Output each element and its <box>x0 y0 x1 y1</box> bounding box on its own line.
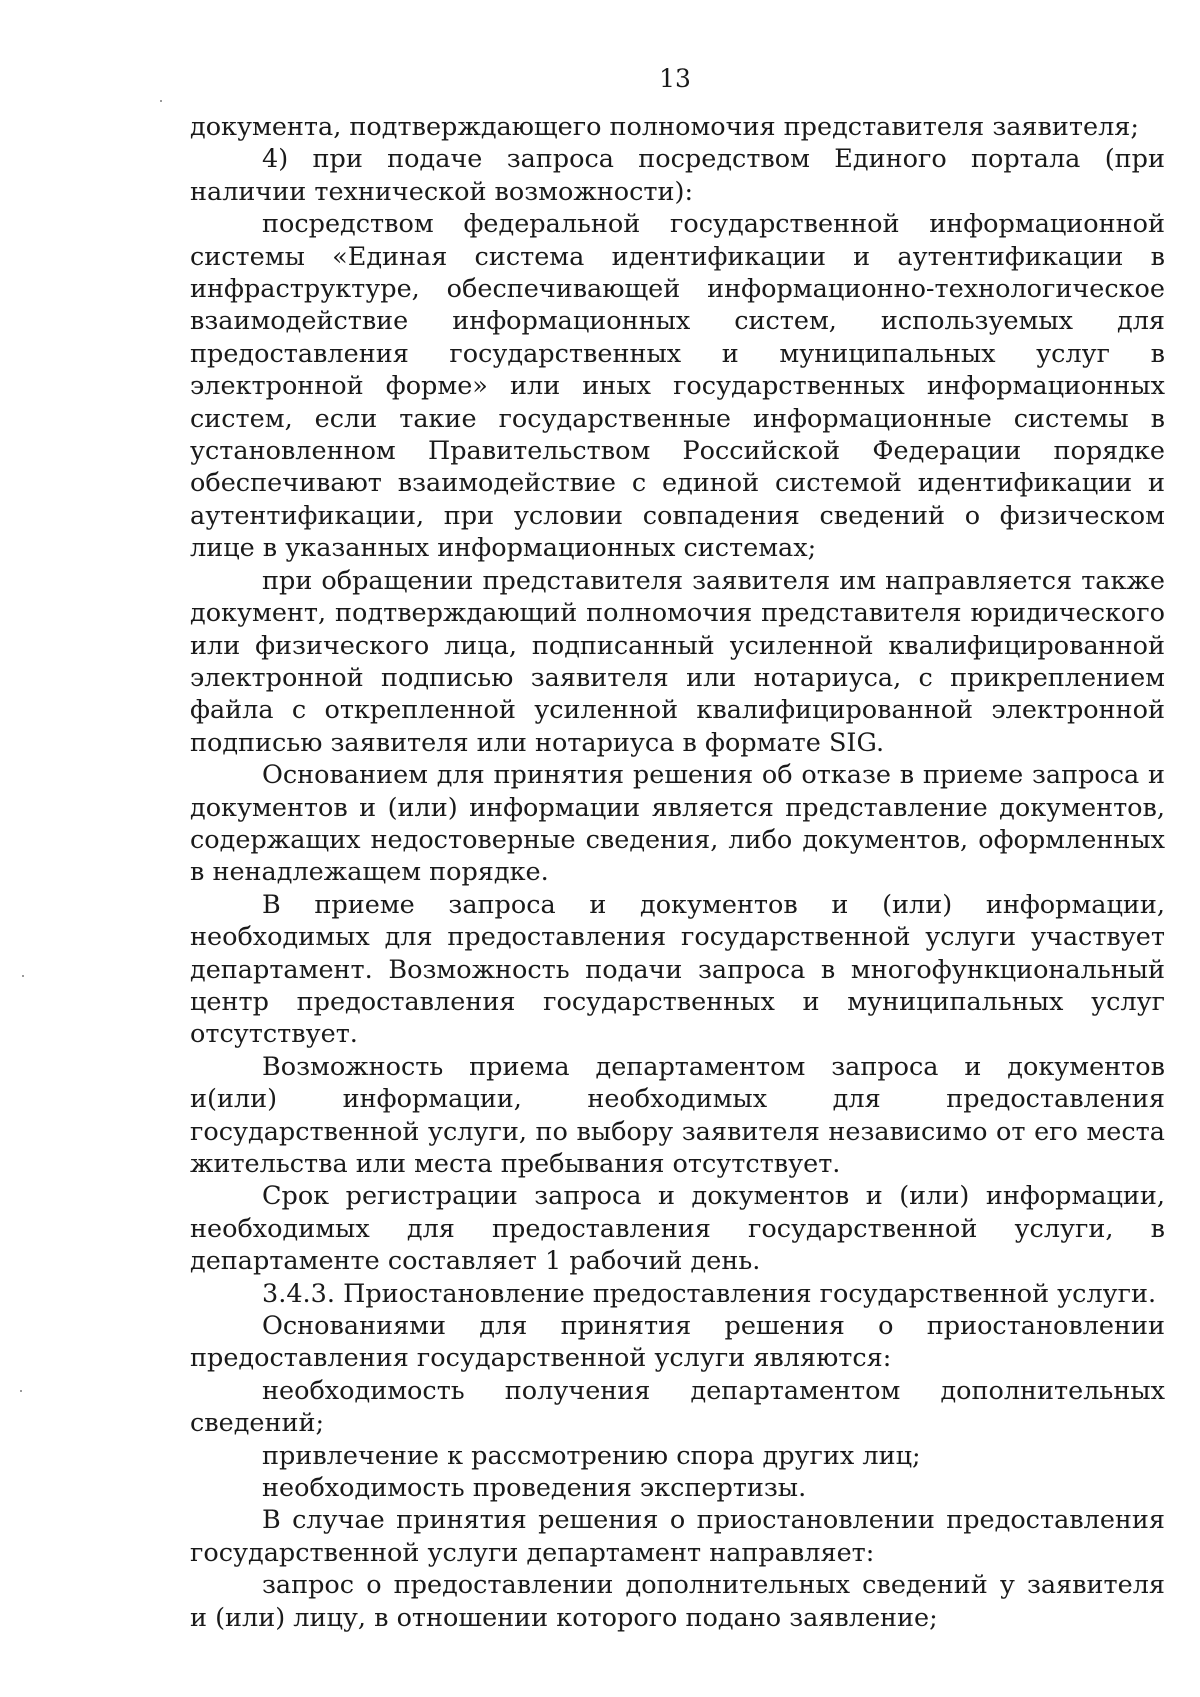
scan-speck <box>160 100 162 102</box>
scan-speck <box>22 975 24 977</box>
paragraph: В случае принятия решения о приостановлении предоставления государственной услуги департамент направляет: <box>190 1505 1165 1568</box>
page-number: 13 <box>659 64 691 93</box>
paragraph: документа, подтверждающего полномочия представителя заявителя; <box>190 112 1139 142</box>
list-item: необходимость проведения экспертизы. <box>262 1473 807 1504</box>
list-item: привлечение к рассмотрению спора других лиц; <box>262 1440 921 1471</box>
paragraph: Основаниями для принятия решения о приостановлении предоставления государственной услуги являются: <box>190 1311 1165 1374</box>
paragraph: В приеме запроса и документов и (или) информации, необходимых для предоставления государственной услуги участвует департамент. Возможность подачи запроса в многофункциональный центр предоставления государственных и муниципальных услуг отсутствует. <box>190 889 1165 1050</box>
paragraph: Основанием для принятия решения об отказе в приеме запроса и документов и (или) информации является представление документов, содержащих недостоверные сведения, либо документов, оформленных в ненадлежащем порядке. <box>190 760 1165 888</box>
paragraph: Возможность приема департаментом запроса и документов и(или) информации, необходимых для предоставления государственной услуги, по выбору заявителя независимо от его места жительства или места пребывания отсутствует. <box>190 1051 1165 1179</box>
list-item: запрос о предоставлении дополнительных сведений у заявителя и (или) лицу, в отношении которого подано заявление; <box>190 1570 1165 1633</box>
document-body <box>190 111 1165 1634</box>
paragraph: посредством федеральной государственной информационной системы «Единая система идентификации и аутентификации в инфраструктуре, обеспечивающей информационно-технологическое взаимодействие информационных систем, используемых для предоставления государственных и муниципальных услуг в электронной форме» или иных государственных информационных систем, если такие государственные информационные системы в установленном Правительством Российской Федерации порядке обеспечивают взаимодействие с единой системой идентификации и аутентификации, при условии совпадения сведений о физическом лице в указанных информационных системах; <box>190 209 1165 564</box>
scan-speck <box>20 1390 22 1392</box>
list-item: необходимость получения департаментом дополнительных сведений; <box>190 1375 1165 1439</box>
paragraph: 4) при подаче запроса посредством Единого портала (при наличии технической возможности): <box>190 144 1165 207</box>
section-heading: 3.4.3. Приостановление предоставления государственной услуги. <box>262 1278 1157 1309</box>
paragraph: при обращении представителя заявителя им направляется также документ, подтверждающий полномочия представителя юридического или физического лица, подписанный усиленной квалифицированной электронной подписью заявителя или нотариуса, с прикреплением файла с открепленной усиленной квалифицированной электронной подписью заявителя или нотариуса в формате SIG. <box>190 565 1165 758</box>
paragraph: Срок регистрации запроса и документов и (или) информации, необходимых для предоставления государственной услуги, в департаменте составляет 1 рабочий день. <box>190 1181 1165 1277</box>
